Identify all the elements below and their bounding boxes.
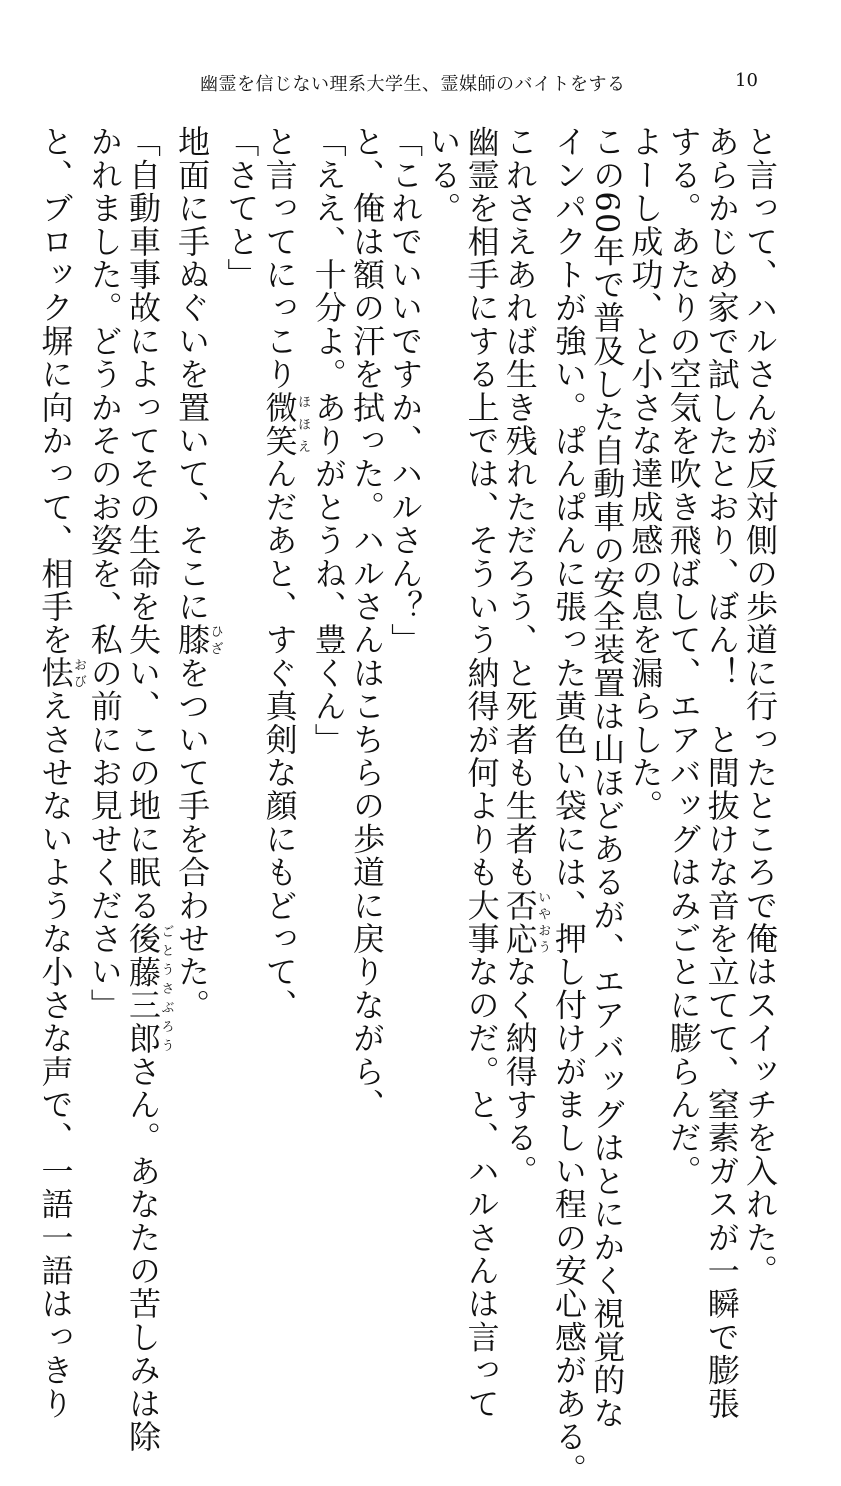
body-text [36, 125, 779, 1486]
text-line [123, 125, 174, 1454]
text-segment: あらかじめ家で試したとおり、ぼん！ と間抜けな音を立てて、窒素ガスが一瞬で膨張 [702, 125, 741, 1420]
ruby-base: 微笑 [260, 390, 299, 458]
text-segment: えさせないような小さな声で、一語一語はっきり [36, 689, 75, 1420]
text-line [702, 125, 741, 1420]
ruby-reading: ひざ [207, 623, 223, 657]
ruby-annotation [260, 390, 311, 458]
ruby-base: 膝 [173, 623, 212, 657]
text-segment: この60年で普及した自動車の安全装置は山ほどあるが、エアバッグはとにかく視覚的な [588, 125, 627, 1430]
text-line [386, 125, 424, 1175]
text-line [500, 125, 551, 1188]
text-segment: さん。あなたの苦しみは除 [123, 1054, 162, 1454]
text-segment: インパクトが強い。ぱんぱんに張った黄色い袋には、押し付けがましい程の安心感がある。 [549, 125, 588, 1486]
text-line [173, 125, 222, 1175]
text-segment: なく納得する。 [500, 955, 539, 1188]
ruby-base: 否応 [500, 888, 539, 956]
text-segment: 幽霊を相手にする上では、そういう納得が何よりも大事なのだ。と、ハルさんは言って [462, 125, 501, 1420]
text-segment: よーし成功、と小さな達成感の息を漏らした。 [626, 125, 665, 823]
text-segment: 「さてと」 [222, 125, 261, 291]
ruby-reading: おび [71, 656, 87, 690]
text-segment: これさえあれば生き残れただろう、と死者も生者も [500, 125, 539, 889]
text-line [664, 125, 703, 1188]
text-line [36, 125, 87, 1420]
text-segment: 「ええ、十分よ。ありがとうね、豊くん」 [309, 125, 348, 756]
ruby-base: 怯 [36, 656, 75, 690]
text-segment: と言って、ハルさんが反対側の歩道に行ったところで俺はスイッチを入れた。 [741, 125, 779, 1287]
ruby-annotation [173, 623, 223, 657]
page-number: 10 [735, 70, 758, 91]
text-segment: んだあと、すぐ真剣な顔にもどって、 [260, 457, 299, 1022]
text-line [260, 125, 309, 1175]
text-segment: いる。 [424, 125, 463, 225]
ruby-reading: いやおう [535, 888, 551, 956]
ruby-reading: ごとうさぶろう [158, 921, 174, 1055]
text-line [588, 125, 627, 1430]
text-line [348, 125, 386, 1175]
ruby-reading: ほほえ [295, 390, 311, 458]
text-segment: 「これでいいですか、ハルさん？」 [386, 125, 425, 657]
text-line [741, 125, 779, 1287]
ruby-annotation [500, 888, 551, 956]
text-line [86, 125, 124, 1175]
running-header-title: 幽霊を信じない理系大学生、霊媒師のバイトをする [200, 74, 626, 95]
text-segment: と、ブロック塀に向かって、相手を [36, 125, 75, 657]
text-line [310, 125, 348, 1175]
text-segment: をついて手を合わせた。 [173, 656, 212, 1022]
text-segment: と言ってにっこり [260, 125, 299, 391]
ruby-annotation [123, 921, 174, 1055]
text-line [462, 125, 501, 1420]
text-segment: かれました。どうかそのお姿を、私の前にお見せください」 [85, 125, 124, 1022]
text-segment: 「自動車事故によってその生命を失い、この地に眠る [123, 125, 162, 922]
ruby-base: 後藤三郎 [123, 921, 162, 1055]
text-segment: する。あたりの空気を吹き飛ばして、エアバッグはみごとに膨らんだ。 [664, 125, 703, 1188]
text-segment: と、俺は額の汗を拭った。ハルさんはこちらの歩道に戻りながら、 [347, 125, 386, 1121]
text-line [549, 125, 588, 1486]
ruby-annotation [36, 656, 87, 690]
text-line [626, 125, 664, 1175]
text-line [222, 125, 260, 1175]
text-line [424, 125, 462, 1175]
text-segment: 地面に手ぬぐいを置いて、そこに [173, 125, 212, 623]
